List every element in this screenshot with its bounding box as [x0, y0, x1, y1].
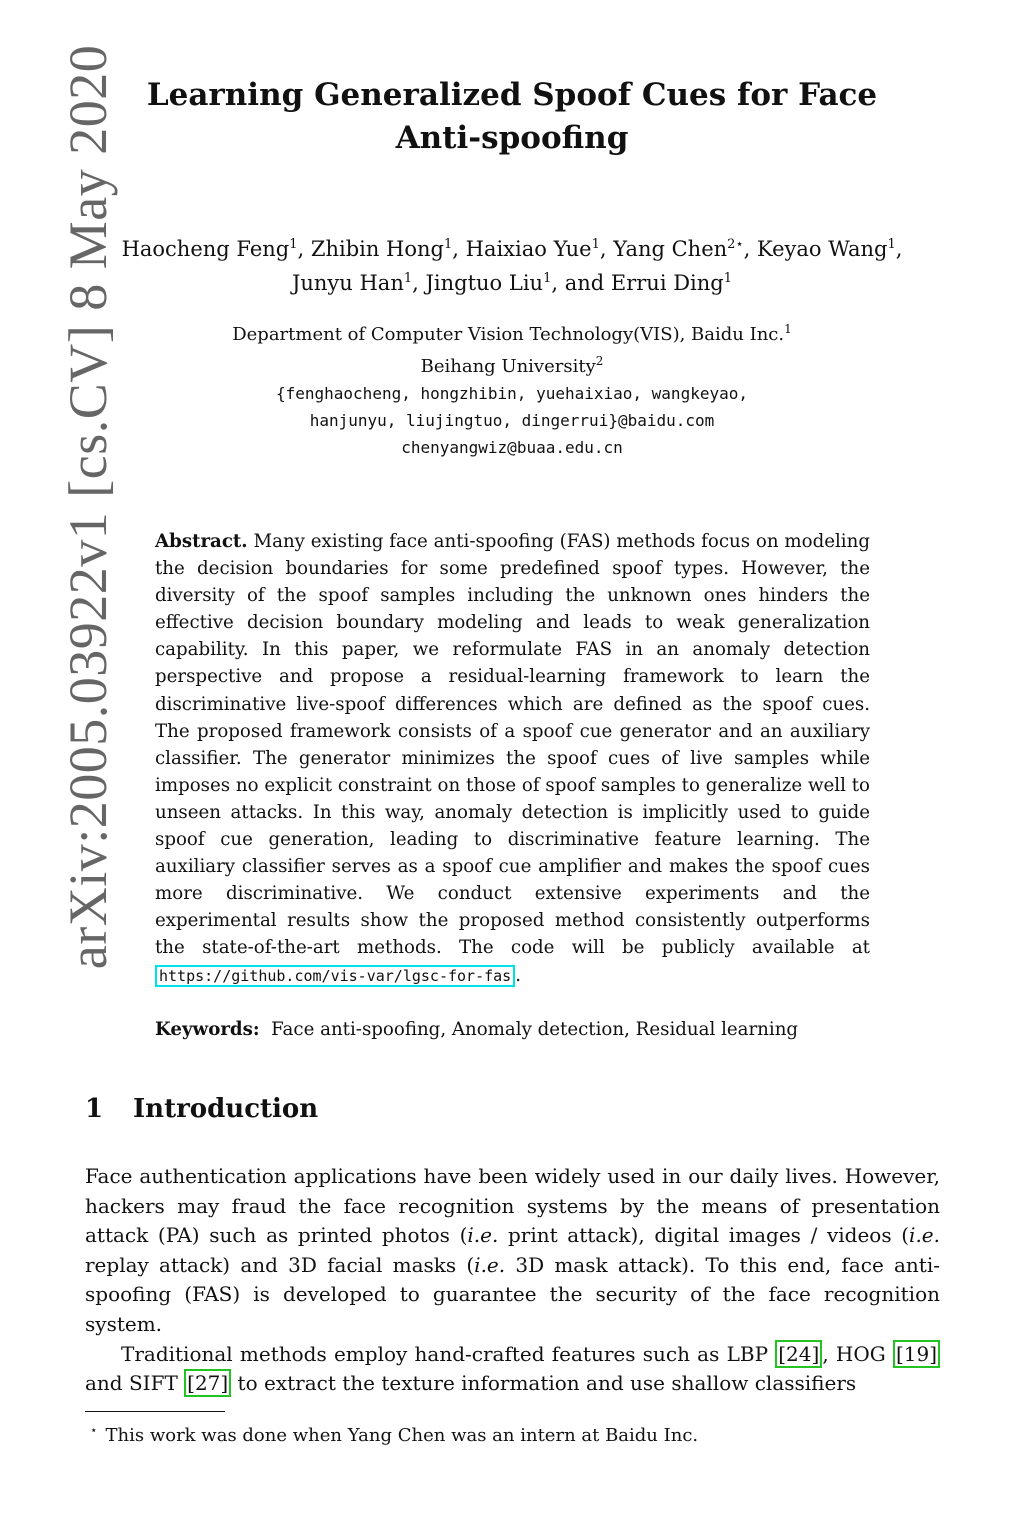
keywords: [155, 1016, 870, 1043]
arxiv-identifier-stamp: arXiv:2005.03922v1 [cs.CV] 8 May 2020: [58, 44, 118, 970]
author-name: Haixiao Yue: [465, 237, 592, 261]
abstract-text: Many existing face anti-spoofing (FAS) methods focus on modeling the decision boundaries for some predefined spoof types. However, the diversity of the spoof samples including the unknown ones hinders the effective decision boundary modeling and leads to weak generalization capability. In this paper, we reformulate FAS in an anomaly detection perspective and propose a residual-learning framework to learn the discriminative live-spoof differences which are defined as the spoof cues. The proposed framework consists of a spoof cue generator and an auxiliary classifier. The generator minimizes the spoof cues of live samples while imposes no explicit constraint on those of spoof samples to generalize well to unseen attacks. In this way, anomaly detection is implicitly used to guide spoof cue generation, leading to discriminative feature learning. The auxiliary classifier serves as a spoof cue amplifier and makes the spoof cues more discriminative. We conduct extensive experiments and the experimental results show the proposed method consistently outperforms the state-of-the-art methods. The code will be publicly available at: [155, 531, 870, 959]
keywords-text: Face anti-spoofing, Anomaly detection, Residual learning: [271, 1019, 799, 1040]
author-name: Errui Ding: [610, 271, 724, 295]
email-line-3: chenyangwiz@buaa.edu.cn: [401, 438, 623, 457]
affiliation-text: Beihang University: [420, 356, 596, 377]
affiliation-marker: 2⋆: [727, 237, 744, 252]
paragraph: Traditional methods employ hand-crafted features such as LBP [24] , HOG [19] and SIFT [27] to extract the texture information and use shallow classifiers: [85, 1340, 940, 1399]
paragraph: Face authentication applications have been widely used in our daily lives. However, hackers may fraud the face recognition systems by the means of presentation attack (PA) such as printed photos (i.e. print attack), digital images / videos (i.e. replay attack) and 3D facial masks (i.e. 3D mask attack). To this end, face anti-spoofing (FAS) is developed to guarantee the security of the face recognition system.: [85, 1164, 940, 1336]
footnote-marker: ⋆: [90, 1423, 98, 1437]
abstract-end-punctuation: .: [515, 964, 521, 986]
affiliation-marker: 1: [289, 237, 298, 252]
author-line-2: Junyu Han$^1$, Jingtuo Liu$^1$, and Errui Ding$^1$: [291, 271, 733, 295]
author-name: Junyu Han: [291, 271, 404, 295]
affiliation-marker: 1: [784, 322, 792, 336]
footnote-divider: [85, 1411, 225, 1412]
affiliation-2: [120, 348, 904, 380]
author-name: Zhibin Hong: [310, 237, 444, 261]
affiliation-marker: 1: [543, 271, 552, 286]
author-name: Keyao Wang: [756, 237, 888, 261]
citation-link-24[interactable]: [24]: [775, 1340, 822, 1368]
citation-link-27[interactable]: [27]: [184, 1369, 231, 1397]
affiliation-marker: 1: [403, 271, 413, 286]
title-line-1: Learning Generalized Spoof Cues for Face: [146, 77, 878, 113]
section-heading-introduction: [85, 1094, 318, 1124]
affiliation-marker: 1: [443, 237, 453, 252]
code-repository-link[interactable]: https://github.com/vis-var/lgsc-for-fas: [155, 965, 515, 987]
title-line-2: Anti-spoofing: [395, 120, 629, 156]
affiliation-marker: 1: [887, 237, 896, 252]
email-line-1: {fenghaocheng, hongzhibin, yuehaixiao, wangkeyao,: [275, 384, 748, 403]
author-conjunction: and: [564, 271, 605, 295]
author-name: Jingtuo Liu: [425, 271, 544, 295]
author-line-1: Haocheng Feng$^1$, Zhibin Hong$^1$, Haixiao Yue$^1$, Yang Chen$^{2⋆}$, Keyao Wang$^1$,: [121, 237, 903, 261]
affiliation-marker: 2: [595, 354, 604, 368]
keywords-label: Keywords:: [155, 1019, 260, 1040]
affiliation-marker: 1: [723, 271, 733, 286]
introduction-body: [85, 1162, 940, 1399]
abstract: [155, 528, 870, 990]
affiliation-text: Department of Computer Vision Technology(VIS), Baidu Inc.: [232, 324, 785, 345]
author-name: Haocheng Feng: [121, 237, 290, 261]
author-name: Yang Chen: [613, 237, 728, 261]
email-line-2: hanjunyu, liujingtuo, dingerrui}@baidu.com: [309, 411, 715, 430]
affiliation-marker: 1: [591, 237, 600, 252]
author-list: [80, 230, 944, 298]
citation-link-19[interactable]: [19]: [893, 1340, 940, 1368]
paper-title: [110, 74, 914, 160]
affiliations: [120, 316, 904, 461]
footnote-text: This work was done when Yang Chen was an intern at Baidu Inc.: [105, 1425, 699, 1446]
section-title: Introduction: [133, 1094, 319, 1124]
section-number: 1: [85, 1094, 104, 1124]
affiliation-1: [120, 316, 904, 348]
abstract-label: Abstract.: [155, 531, 248, 552]
footnote: [90, 1417, 930, 1449]
